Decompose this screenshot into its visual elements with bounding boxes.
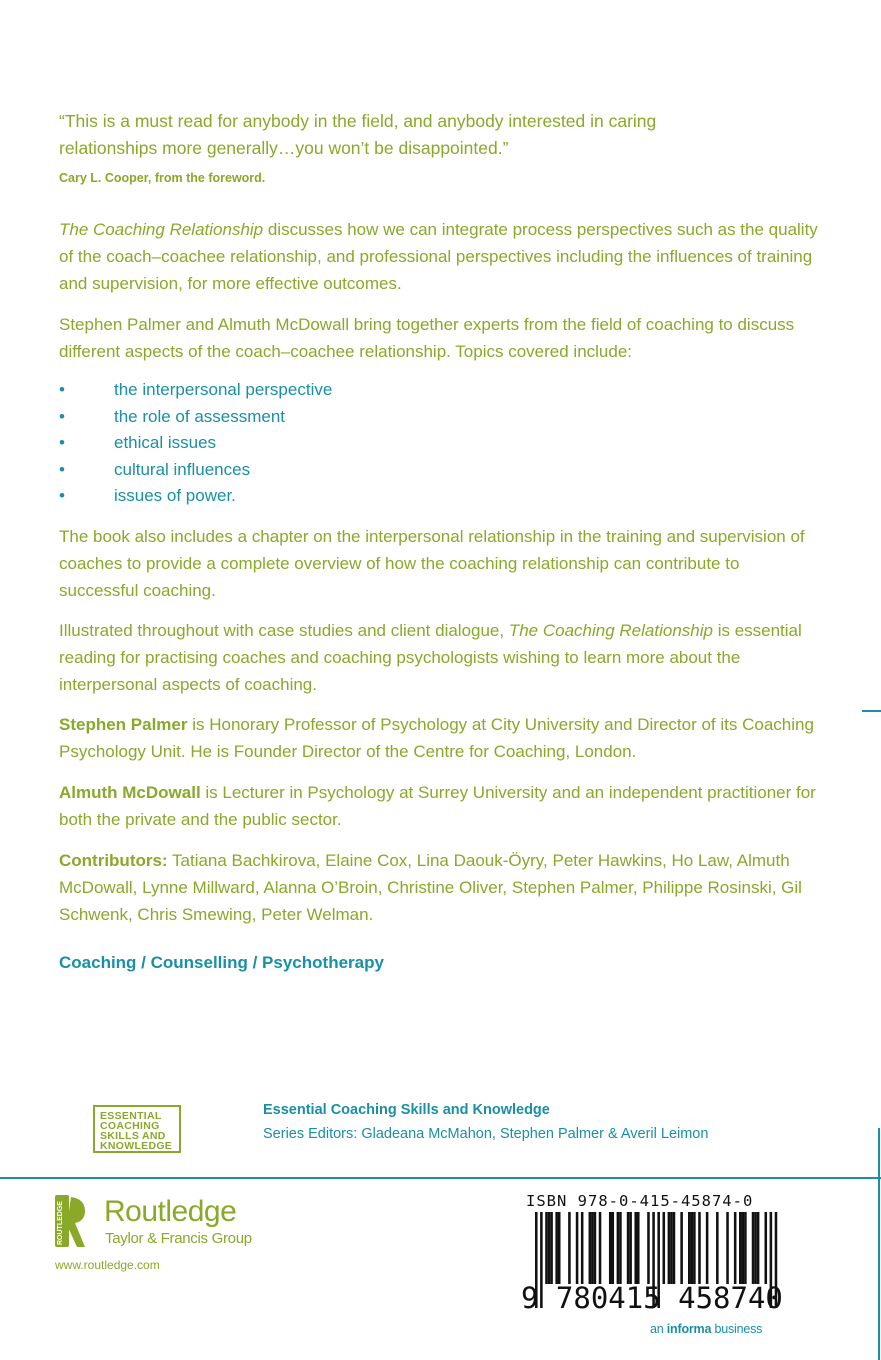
barcode-bar bbox=[680, 1212, 683, 1284]
routledge-logo-icon bbox=[53, 1193, 89, 1249]
barcode-bar bbox=[691, 1212, 694, 1284]
barcode-bar bbox=[716, 1212, 719, 1284]
barcode-bar bbox=[663, 1212, 666, 1284]
svg-text:ROUTLEDGE: ROUTLEDGE bbox=[57, 1201, 64, 1245]
list-item: • issues of power. bbox=[59, 483, 759, 510]
subject-category: Coaching / Counselling / Psychotherapy bbox=[59, 953, 384, 972]
barcode-bar bbox=[609, 1212, 612, 1284]
barcode-bar bbox=[744, 1212, 747, 1284]
bullet-icon: • bbox=[59, 459, 65, 479]
author-bio-mcdowall: Almuth McDowall is Lecturer in Psychology at Surrey University and an independent practitioner for both the private and the public sector. bbox=[59, 783, 816, 829]
barcode-bar bbox=[765, 1212, 768, 1284]
series-title: Essential Coaching Skills and Knowledge bbox=[263, 1102, 550, 1118]
barcode-digits: 9 780415 458740 bbox=[521, 1281, 783, 1315]
barcode-bar bbox=[550, 1212, 553, 1284]
endorsement-quote bbox=[59, 108, 819, 162]
contributors: Contributors: Tatiana Bachkirova, Elaine Cox, Lina Daouk-Öyry, Peter Hawkins, Ho Law, Almuth McDowall, Lynne Millward, Alanna O’Broin, Christine Oliver, Stephen Palmer, Philippe Rosinski, Gil Schwenk, Chris Smewing, Peter Welman. bbox=[59, 851, 802, 924]
author-name: Stephen Palmer bbox=[59, 715, 188, 734]
divider-rule bbox=[0, 1177, 881, 1179]
list-item: • cultural influences bbox=[59, 457, 759, 484]
barcode-bar bbox=[581, 1212, 584, 1284]
barcode-bar bbox=[754, 1212, 757, 1284]
barcode-bar bbox=[668, 1212, 671, 1284]
barcode-bar bbox=[752, 1212, 755, 1284]
barcode-bar bbox=[612, 1212, 615, 1284]
barcode-bar bbox=[739, 1212, 742, 1284]
barcode-bar bbox=[670, 1212, 673, 1284]
barcode-bar bbox=[599, 1212, 602, 1284]
description-paragraph-3: The book also includes a chapter on the interpersonal relationship in the training and supervision of coaches to provide a complete overview of how the coaching relationship can contribute to successful coaching. bbox=[59, 527, 805, 600]
quote-line-1: “This is a must read for anybody in the field, and anybody interested in caring bbox=[59, 111, 657, 131]
barcode-bar bbox=[693, 1212, 696, 1284]
barcode-bar bbox=[568, 1212, 571, 1284]
bullet-icon: • bbox=[59, 486, 65, 505]
publisher-name: Routledge bbox=[104, 1195, 237, 1228]
publisher-url: www.routledge.com bbox=[55, 1258, 160, 1272]
barcode-bar bbox=[617, 1212, 620, 1284]
barcode-bar bbox=[734, 1212, 737, 1284]
topics-list bbox=[59, 377, 759, 510]
barcode-bar bbox=[627, 1212, 630, 1284]
author-bio-palmer: Stephen Palmer is Honorary Professor of Psychology at City University and Director of its Coaching Psychology Unit. He is Founder Director of the Centre for Coaching, London. bbox=[59, 715, 814, 761]
barcode-bar bbox=[742, 1212, 745, 1284]
spine-tick-mark bbox=[862, 710, 881, 712]
list-item: • the interpersonal perspective bbox=[59, 377, 759, 404]
description-paragraph-1: The Coaching Relationship discusses how we can integrate process perspectives such as the quality of the coach–coachee relationship, and professional perspectives including the influences of training and supervision, for more effective outcomes. bbox=[59, 220, 818, 293]
barcode-bar bbox=[673, 1212, 676, 1284]
barcode-bar bbox=[637, 1212, 640, 1284]
barcode-bar bbox=[726, 1212, 729, 1284]
quote-attribution: Cary L. Cooper, from the foreword. bbox=[59, 171, 266, 185]
barcode-bar bbox=[548, 1212, 551, 1284]
bullet-icon: • bbox=[59, 406, 65, 426]
barcode-bar bbox=[757, 1212, 760, 1284]
series-logo: ESSENTIAL COACHING SKILLS AND KNOWLEDGE bbox=[93, 1105, 181, 1153]
barcode-bar bbox=[647, 1212, 650, 1284]
barcode-bar bbox=[698, 1212, 701, 1284]
bullet-icon: • bbox=[59, 433, 65, 452]
informa-tagline: an informa business bbox=[650, 1322, 763, 1336]
barcode-bar bbox=[634, 1212, 637, 1284]
barcode-bar bbox=[555, 1212, 558, 1284]
barcode-bar bbox=[576, 1212, 579, 1284]
contributors-label: Contributors: bbox=[59, 851, 168, 870]
quote-line-2: relationships more generally…you won’t be disappointed.” bbox=[59, 138, 509, 158]
barcode-bar bbox=[619, 1212, 622, 1284]
publisher-group: Taylor & Francis Group bbox=[105, 1230, 252, 1247]
list-item: • the role of assessment bbox=[59, 404, 759, 431]
barcode-bar bbox=[629, 1212, 632, 1284]
trim-line bbox=[878, 1128, 880, 1360]
book-title-italic: The Coaching Relationship bbox=[59, 220, 264, 239]
description-paragraph-4: Illustrated throughout with case studies and client dialogue, The Coaching Relationship is essential reading for practising coaches and coaching psychologists wishing to learn more about the interpersonal aspects of coaching. bbox=[59, 621, 802, 694]
bullet-icon: • bbox=[59, 380, 65, 399]
isbn-label: ISBN 978-0-415-45874-0 bbox=[526, 1192, 754, 1210]
barcode-bar bbox=[706, 1212, 709, 1284]
barcode-bar bbox=[589, 1212, 592, 1284]
barcode-bar bbox=[591, 1212, 594, 1284]
series-editors: Series Editors: Gladeana McMahon, Stephen Palmer & Averil Leimon bbox=[263, 1126, 709, 1142]
barcode-bar bbox=[688, 1212, 691, 1284]
barcode-bar bbox=[545, 1212, 548, 1284]
informa-brand: informa bbox=[666, 1322, 712, 1336]
barcode-bar bbox=[594, 1212, 597, 1284]
barcode-bar bbox=[558, 1212, 561, 1284]
list-item: • ethical issues bbox=[59, 430, 759, 457]
author-name: Almuth McDowall bbox=[59, 783, 201, 802]
description-paragraph-2: Stephen Palmer and Almuth McDowall bring together experts from the field of coaching to discuss different aspects of the coach–coachee relationship. Topics covered include: bbox=[59, 315, 795, 361]
book-title-italic: The Coaching Relationship bbox=[508, 621, 713, 640]
